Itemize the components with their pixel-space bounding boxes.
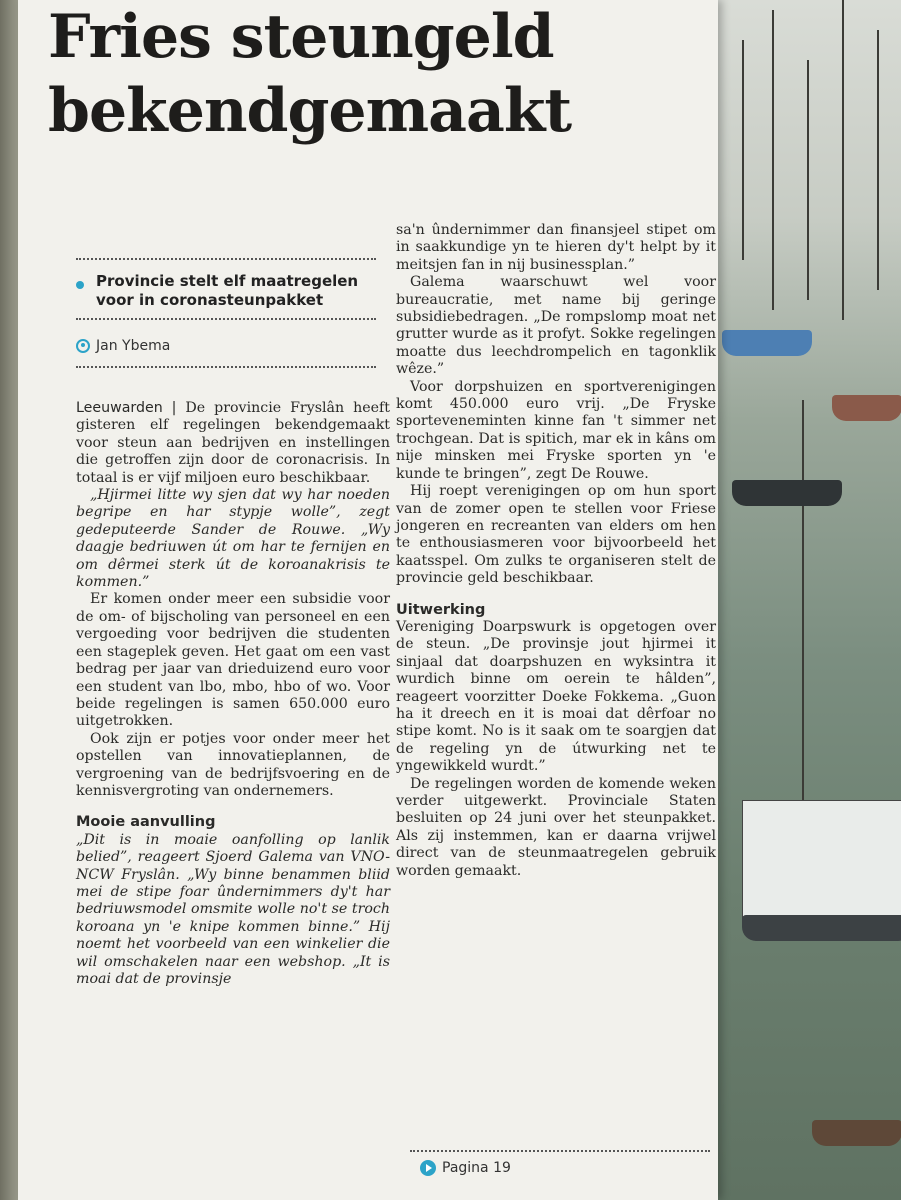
paragraph: Galema waarschuwt wel voor bureaucratie, met name bij geringe subsidiebedragen. „De rompslomp moat net grutter wurde as it profyt. Sokke regelingen moatte dus leechdrompelich en tagonklik wêze.” [396,274,716,378]
paragraph: Vereniging Doarpswurk is opgetogen over de steun. „De provinsje jout hjirmei it sinjaal dat doarpshuzen en wyksintra it wurdich binne om oerein te hâlden”, reageert voorzitter Doeke Fokkema. „Guon ha it dreech en it is moai dat dêrfoar no stipe komt. No is it saak om te soargjen dat de regeling yn de útwurking net te yngewikkeld wurdt.” [396,618,716,775]
paragraph: sa'n ûndernimmer dan finansjeel stipet om in saakkundige yn te hieren dy't helpt by it meitsjen fan in nij businessplan.” [396,222,716,273]
paragraph: „Hjirmei litte wy sjen dat wy har noeden begripe en har stypje wolle”, zegt gedeputeerde Sander de Rouwe. „Wy daagje bedriuwen út om har te fernijen en om dêrmei sterk út de koroanakrisis te kommen.” [76,487,390,591]
harbour-photo [712,0,901,1200]
paragraph: Leeuwarden | De provincie Fryslân heeft gisteren elf regelingen bekendgemaakt voor steun aan bedrijven en instellingen die getroffen zijn door de coronacrisis. In totaal is er vijf miljoen euro beschikbaar. [76,400,390,486]
column-1 [76,400,390,988]
column-2 [396,222,716,880]
divider [76,318,376,320]
divider [410,1150,710,1152]
newspaper-page [18,0,718,1200]
paragraph: „Dit is in moaie oanfolling op lanlik belied”, reageert Sjoerd Galema van VNO-NCW Fryslân. „Wy binne benammen bliid mei de stipe foar ûndernimmers dy't har bedriuwsmodel omsmite wolle no't se troch koroana yn 'e knipe kommen binne.” Hij noemt het voorbeeld van een winkelier die wil omschakelen naar een webshop. „It is moai dat de provinsje [76,831,390,987]
play-icon [420,1160,436,1176]
paragraph: Hij roept verenigingen op om hun sport van de zomer open te stellen voor Friese jongeren en recreanten van elders om hen te enthousiasmeren voor bijvoorbeeld het kaatsspel. Om zulks te organiseren stelt de provincie geld beschikbaar. [396,483,716,587]
headline-line-1: Fries steungeld [48,2,554,72]
author-name: Jan Ybema [96,338,171,354]
paragraph: Ook zijn er potjes voor onder meer het opstellen van innovatieplannen, de vergroening van de bedrijfsvoering en de kennisvergroting van ondernemers. [76,730,390,799]
kicker: Provincie stelt elf maatregelen voor in coronasteunpakket [96,272,359,309]
subheading: Uitwerking [396,601,486,618]
subheading: Mooie aanvulling [76,814,216,831]
person-icon [76,339,90,353]
headline-line-2: bekendgemaakt [48,76,572,146]
page-reference-label: Pagina 19 [442,1160,511,1176]
divider [76,258,376,260]
headline [48,0,708,148]
paragraph: Voor dorpshuizen en sportverenigingen komt 450.000 euro vrij. „De Fryske sporteveneminten kinne fan 't simmer net trochgean. Dat is spitich, mar ek in kâns om nije minsken mei Fryske sporten yn 'e kunde te bringen”, zegt De Rouwe. [396,378,716,482]
page-reference [420,1160,511,1176]
paragraph: Er komen onder meer een subsidie voor de om- of bijscholing van personeel en een vergoeding voor bedrijven die studenten een stageplek geven. Het gaat om een vast bedrag per jaar van drieduizend euro voor een student van lbo, mbo, hbo of wo. Voor beide regelingen is samen 650.000 euro uitgetrokken. [76,591,390,730]
table-background [0,0,18,1200]
paragraph: De regelingen worden de komende weken verder uitgewerkt. Provinciale Staten besluiten op 24 juni over het steunpakket. Als zij instemmen, kan er daarna vrijwel direct van de steunmaatregelen gebruik worden gemaakt. [396,775,716,879]
dateline: Leeuwarden | [76,400,177,416]
divider [76,366,376,368]
byline [76,338,170,354]
